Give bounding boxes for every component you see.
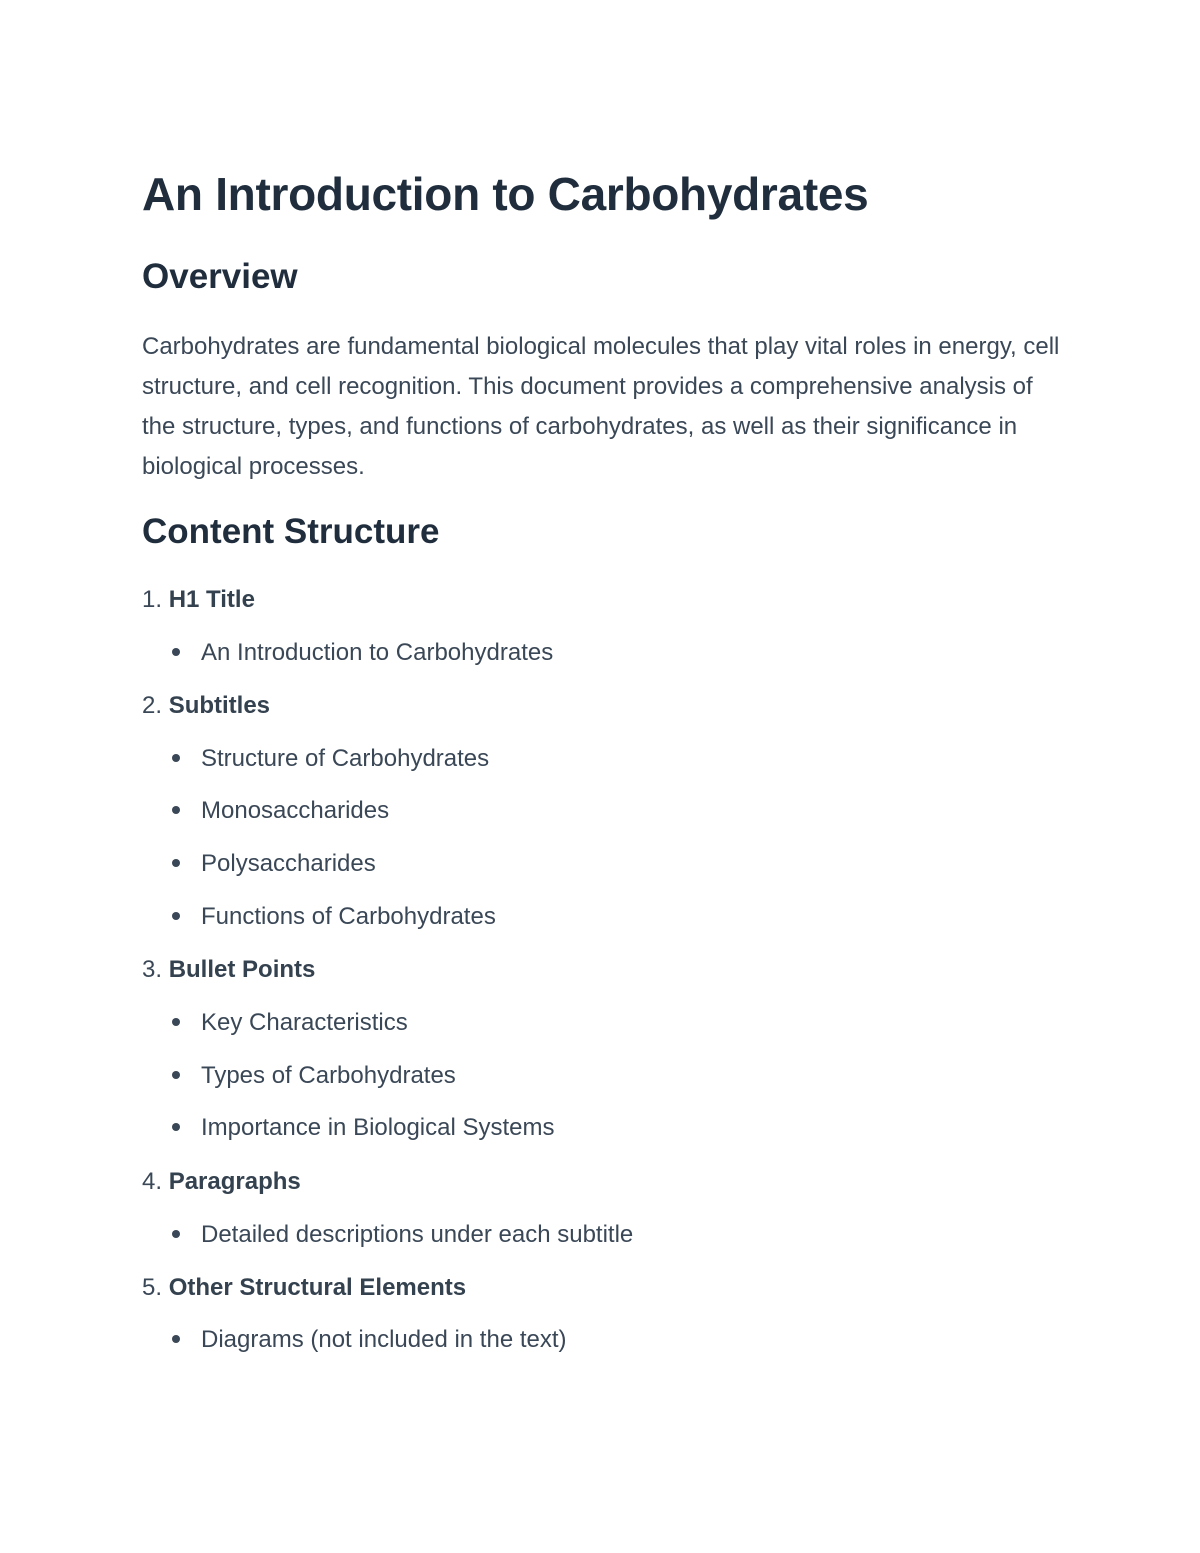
bullet-icon xyxy=(172,912,180,920)
bullet-icon xyxy=(172,1071,180,1079)
bullet-item: Types of Carbohydrates xyxy=(172,1061,456,1091)
list-number: 2. xyxy=(142,692,163,719)
page-title: An Introduction to Carbohydrates xyxy=(142,168,869,220)
bullet-item: Structure of Carbohydrates xyxy=(172,744,489,774)
list-item-paragraphs xyxy=(142,1167,301,1197)
bullet-item: An Introduction to Carbohydrates xyxy=(172,638,553,668)
list-label: Other Structural Elements xyxy=(168,1274,467,1301)
bullet-item: Diagrams (not included in the text) xyxy=(172,1325,567,1355)
bullet-item: Key Characteristics xyxy=(172,1008,408,1038)
list-item-h1-title xyxy=(142,585,255,615)
list-number: 3. xyxy=(142,956,163,983)
list-label: Bullet Points xyxy=(168,956,316,983)
list-number: 1. xyxy=(142,586,163,613)
content-structure-heading: Content Structure xyxy=(142,512,440,551)
bullet-icon xyxy=(172,806,180,814)
list-number: 4. xyxy=(142,1168,163,1195)
bullet-icon xyxy=(172,1123,180,1131)
overview-heading: Overview xyxy=(142,257,298,296)
overview-paragraph: Carbohydrates are fundamental biological molecules that play vital roles in energy, cell structure, and cell recognition. This document provides a comprehensive analysis of the structure, types, and functions of carbohydrates, as well as their significance in biological processes. xyxy=(142,333,1060,480)
bullet-icon xyxy=(172,1230,180,1238)
bullet-icon xyxy=(172,754,180,762)
bullet-icon xyxy=(172,648,180,656)
bullet-icon xyxy=(172,1335,180,1343)
bullet-icon xyxy=(172,1018,180,1026)
bullet-item: Functions of Carbohydrates xyxy=(172,902,496,932)
bullet-item: Monosaccharides xyxy=(172,796,389,826)
list-item-bullet-points xyxy=(142,955,315,985)
list-item-subtitles xyxy=(142,691,270,721)
list-label: Paragraphs xyxy=(168,1168,301,1195)
list-item-other-structural-elements xyxy=(142,1273,466,1303)
bullet-item: Detailed descriptions under each subtitle xyxy=(172,1220,633,1250)
list-number: 5. xyxy=(142,1274,163,1301)
bullet-icon xyxy=(172,859,180,867)
list-label: Subtitles xyxy=(168,692,271,719)
bullet-item: Polysaccharides xyxy=(172,849,376,879)
bullet-item: Importance in Biological Systems xyxy=(172,1113,554,1143)
list-label: H1 Title xyxy=(168,586,255,613)
